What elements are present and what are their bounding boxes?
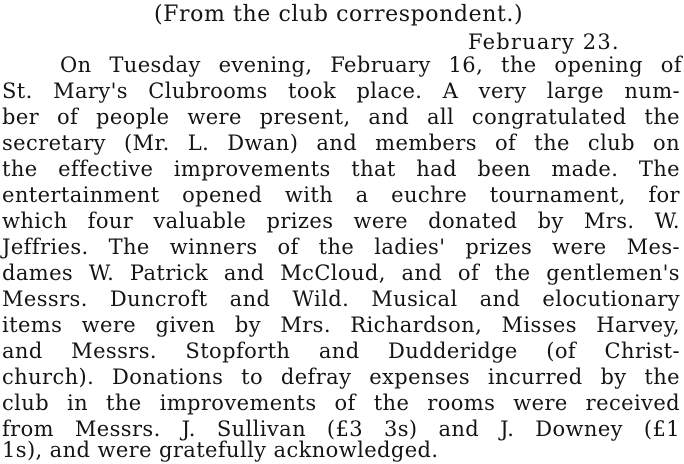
body-line: church). Donations to defray expenses incurred by the [2, 365, 680, 389]
body-line-last: 1s), and were gratefully acknowledged. [2, 438, 439, 462]
body-line: ber of people were present, and all congratulated the [2, 105, 680, 129]
body-line: and Messrs. Stopforth and Dudderidge (of Christ- [2, 339, 680, 363]
article-dateline: February 23. [468, 30, 620, 54]
body-line: club in the improvements of the rooms were received [2, 391, 680, 415]
body-line: from Messrs. J. Sullivan (£3 3s) and J. Downey (£1 [2, 417, 680, 441]
body-line: On Tuesday evening, February 16, the opening of [60, 53, 682, 77]
body-line: the effective improvements that had been made. The [2, 157, 680, 181]
body-line: items were given by Mrs. Richardson, Misses Harvey, [2, 313, 680, 337]
body-line: Jeffries. The winners of the ladies' prizes were Mes- [2, 235, 680, 259]
body-line: entertainment opened with a euchre tournament, for [2, 183, 680, 207]
body-line: Messrs. Duncroft and Wild. Musical and elocutionary [2, 287, 680, 311]
body-line: secretary (Mr. L. Dwan) and members of the club on [2, 131, 680, 155]
article-heading: (From the club correspondent.) [154, 2, 524, 27]
body-line: dames W. Patrick and McCloud, and of the gentlemen's [2, 261, 680, 285]
body-line: St. Mary's Clubrooms took place. A very large num- [2, 79, 680, 103]
body-line: which four valuable prizes were donated by Mrs. W. [2, 209, 680, 233]
